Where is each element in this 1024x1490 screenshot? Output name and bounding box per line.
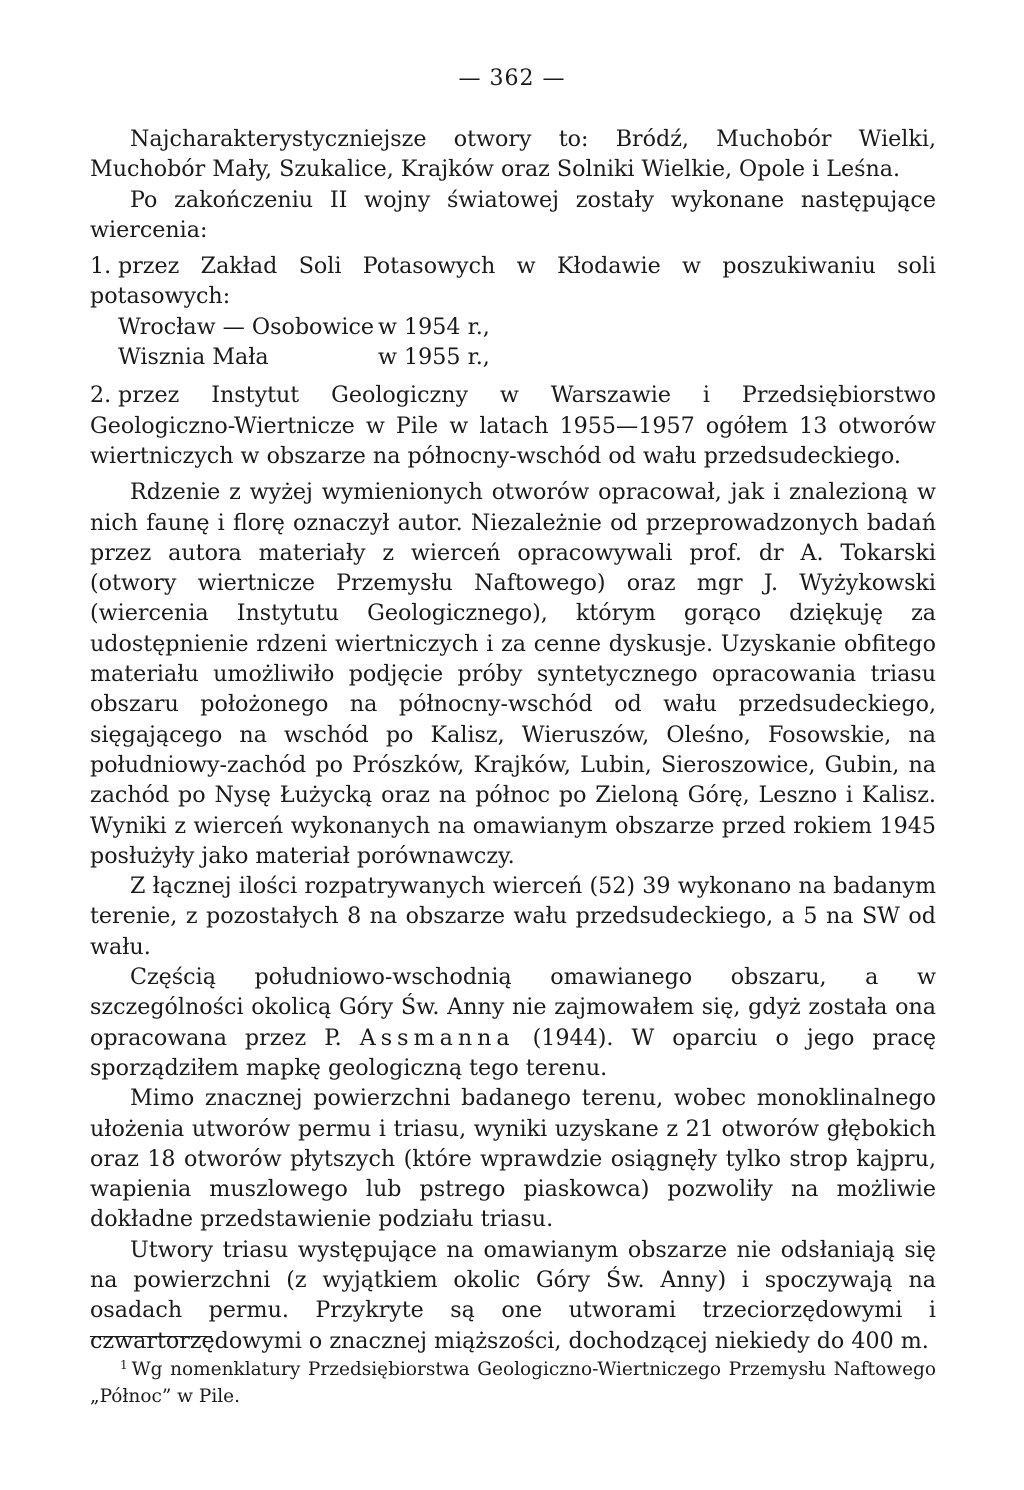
list-text-2: przez Instytut Geologiczny w Warszawie i Przedsiębiorstwo Geologiczno-Wiertnicze w Pile w latach 1955—1957 ogółem 13 otworów wiertniczych w obszarze na północny-wschód od wału przedsudeckiego. [90,382,936,469]
footnote-marker: 1 [120,1358,128,1372]
paragraph-5-after: (1944). W oparciu o jego pracę sporządziłem mapkę geologiczną tego terenu. [90,1024,937,1081]
paragraph-5 [90,962,936,1083]
page-number: — 362 — [458,66,566,91]
list-number-1: 1. [90,253,112,280]
paragraph-3: Rdzenie z wyżej wymienionych otworów opracował, jak i znalezioną w nich faunę i florę oznaczył autor. Niezależnie od przeprowadzonych badań przez autora materiały z wierceń opracowywali prof. dr A. Tokarski (otwory wiertnicze Przemysłu Naftowego) oraz mgr J. Wyżykowski (wiercenia Instytutu Geologicznego), którym gorąco dziękuję za udostępnienie rdzeni wiertniczych i za cenne dyskusje. Uzyskanie obfitego materiału umożliwiło podjęcie próby syntetycznego opracowania triasu obszaru położonego na północny-wschód od wału przedsudeckiego, sięgającego na wschód po Kalisz, Wieruszów, Oleśno, Fosowskie, na południowy-zachód po Prószków, Krajków, Lubin, Sieroszowice, Gubin, na zachód po Nysę Łużycką oraz na północ po Zieloną Górę, Leszno i Kalisz. Wyniki z wierceń wykonanych na omawianym obszarze przed rokiem 1945 posłużyły jako materiał porównawczy. [90,479,936,869]
drilling-place: Wrocław — Osobowice [118,313,375,340]
drilling-row [118,342,936,372]
drilling-rows [90,312,936,373]
footnote-divider [90,1336,212,1337]
drilling-row [118,312,936,342]
footnote-text: Wg nomenklatury Przedsiębiorstwa Geologiczno-Wiertniczego Przemysłu Naftowego „Północ” w Pile. [90,1359,936,1407]
paragraph-4: Z łącznej ilości rozpatrywanych wierceń (52) 39 wykonano na badanym terenie, z pozostałych 8 na obszarze wału przedsudeckiego, a 5 na SW od wału. [90,873,936,960]
drilling-year: w 1955 r., [378,344,490,371]
paragraph-6: Mimo znacznej powierzchni badanego terenu, wobec monoklinalnego ułożenia utworów permu i triasu, wyniki uzyskane z 21 otworów głębokich oraz 18 otworów płytszych (które wprawdzie osiągnęły tylko strop kajpru, wapienia muszlowego lub pstrego piaskowca) pozwoliły na możliwie dokładne przedstawienie podziału triasu. [90,1085,936,1233]
paragraph-1: Najcharakterystyczniejsze otwory to: Bródź, Muchobór Wielki, Muchobór Mały, Szukalice, Krajków oraz Solniki Wielkie, Opole i Leśna. [90,126,936,183]
list-item-1 [90,251,936,312]
drilling-place: Wisznia Mała [118,344,269,371]
footnote [90,1352,936,1410]
list-number-2: 2. [90,382,112,409]
cited-author: Assmanna [359,1024,515,1051]
drilling-year: w 1954 r., [378,313,490,340]
paragraph-7: Utwory triasu występujące na omawianym obszarze nie odsłaniają się na powierzchni (z wyjątkiem okolic Góry Św. Anny) i spoczywają na osadach permu. Przykryte są one utworami trzeciorzędowymi i czwartorzędowymi o znacznej miąższości, dochodzącej niekiedy do 400 m. [90,1236,936,1354]
body-text [90,124,936,1356]
paragraph-5-before: Częścią południowo-wschodnią omawianego obszaru, a w szczególności okolicą Góry Św. Anny nie zajmowałem się, gdyż została ona opracowana przez P. [90,964,936,1051]
paragraph-2: Po zakończeniu II wojny światowej zostały wykonane następujące wiercenia: [90,186,936,243]
list-item-2 [90,380,936,471]
list-text-1: przez Zakład Soli Potasowych w Kłodawie w poszukiwaniu soli potasowych: [90,253,936,310]
